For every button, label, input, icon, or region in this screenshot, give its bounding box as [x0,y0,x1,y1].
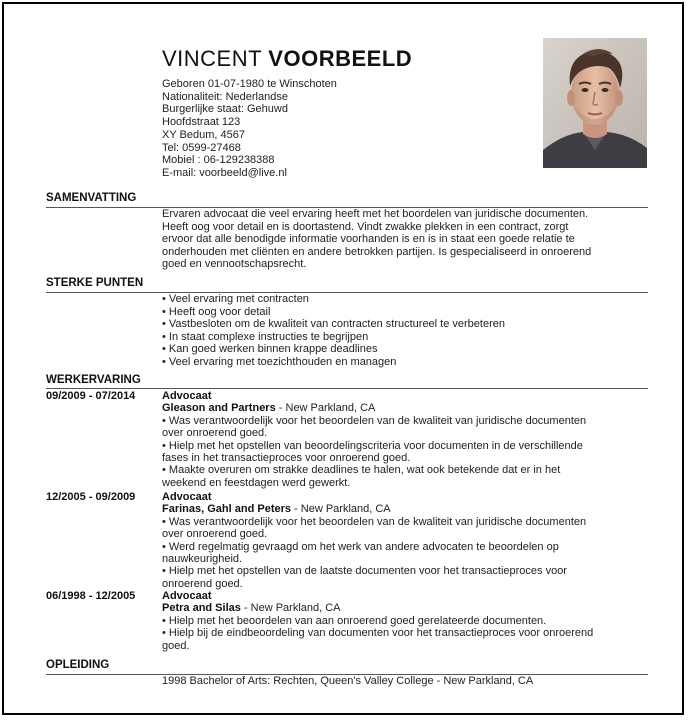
job-line: weekend en feestdagen werd gewerkt. [162,476,351,489]
list-item: • Heeft oog voor detail [162,305,271,318]
last-name: VOORBEELD [268,46,413,71]
job-line: • Maakte overuren om strakke deadlines te halen, wat ook betekende dat er in het [162,464,561,477]
section-title-summary: SAMENVATTING [46,192,137,204]
list-item: • Kan goed werken binnen krappe deadlines [162,343,378,355]
contact-line: Geboren 01-07-1980 te Winschoten [162,78,337,90]
company-name: Gleason and Partners [162,402,276,415]
profile-photo [543,38,647,168]
job-line: fases in het transactieproces voor onroerend goed. [162,452,411,465]
company-location: - New Parkland, CA [291,503,391,516]
contact-line: XY Bedum, 4567 [162,128,245,141]
job-title: Advocaat [162,590,212,602]
company-location: - New Parkland, CA [275,402,376,415]
job-line: over onroerend goed. [162,528,268,541]
company-location: - New Parkland, CA [240,602,341,615]
job-line: • Hielp met het beoordelen van aan onroerend goed gerelateerde documenten. [162,614,547,627]
contact-line: E-mail: voorbeeld@live.nl [162,166,287,179]
section-title-strengths: STERKE PUNTEN [46,277,144,289]
job-entry [162,491,642,590]
job-employer [162,602,642,614]
candidate-name [162,46,412,72]
job-title: Advocaat [162,390,212,402]
summary-line: Heeft oog voor detail en is doortastend. Vindt zwakke plekken in een contract, zorgt [162,220,569,233]
contact-details [162,78,337,180]
education-entry: 1998 Bachelor of Arts: Rechten, Queen's Valley College - New Parkland, CA [162,675,534,687]
job-line: • Hielp met het opstellen van de laatste documenten voor het transactieproces voor [162,565,567,578]
summary-text [162,208,652,271]
job-line: goed. [162,639,190,652]
first-name: VINCENT [162,46,262,71]
job-line: over onroerend goed. [162,427,268,440]
job-line: • Was verantwoordelijk voor het beoordelen van de kwaliteit van juridische documenten [162,515,587,528]
company-name: Farinas, Gahl and Peters [162,503,291,516]
contact-line: Mobiel : 06-129238388 [162,154,275,167]
job-employer [162,503,642,515]
job-line: nauwkeurigheid. [162,553,243,566]
job-line: • Werd regelmatig gevraagd om het werk van andere advocaten te beoordelen op [162,540,559,553]
job-entry [162,590,642,652]
job-entry [162,390,642,489]
section-divider [46,388,648,389]
job-dates: 06/1998 - 12/2005 [46,590,136,602]
section-title-education: OPLEIDING [46,659,110,671]
contact-line: Nationaliteit: Nederlandse [162,90,288,103]
job-line: onroerend goed. [162,577,243,590]
job-employer [162,402,642,414]
list-item: • Veel ervaring met toezichthouden en managen [162,355,397,368]
strengths-list [162,293,652,368]
resume-page [2,2,684,715]
list-item: • In staat complexe instructies te begrijpen [162,330,369,343]
job-line: • Hielp met het opstellen van beoordelingscriteria voor documenten in de verschillende [162,439,583,452]
section-title-experience: WERKERVARING [46,374,141,386]
contact-line: Burgerlijke staat: Gehuwd [162,103,288,116]
summary-line: goed en vennootschapsrecht. [162,258,307,270]
list-item: • Vastbesloten om de kwaliteit van contracten structureel te verbeteren [162,318,505,330]
job-title: Advocaat [162,491,212,503]
list-item: • Veel ervaring met contracten [162,293,309,305]
job-dates: 09/2009 - 07/2014 [46,390,136,402]
summary-line: Ervaren advocaat die veel ervaring heeft met het boordelen van juridische documenten. [162,208,589,220]
job-dates: 12/2005 - 09/2009 [46,491,136,503]
job-line: • Hielp bij de eindbeoordeling van documenten voor het transactieproces voor onroerend [162,627,594,640]
company-name: Petra and Silas [162,602,241,615]
contact-line: Hoofdstraat 123 [162,116,241,129]
contact-line: Tel: 0599-27468 [162,141,241,154]
summary-line: ervoor dat alle benodigde informatie voorhanden is en is in staat een goede relatie te [162,233,575,245]
job-line: • Was verantwoordelijk voor het beoordelen van de kwaliteit van juridische documenten [162,414,587,427]
summary-line: onderhouden met cliënten en andere betrokken partijen. Is gespecialiseerd in onroerend [162,245,592,258]
portrait-illustration [543,38,647,168]
